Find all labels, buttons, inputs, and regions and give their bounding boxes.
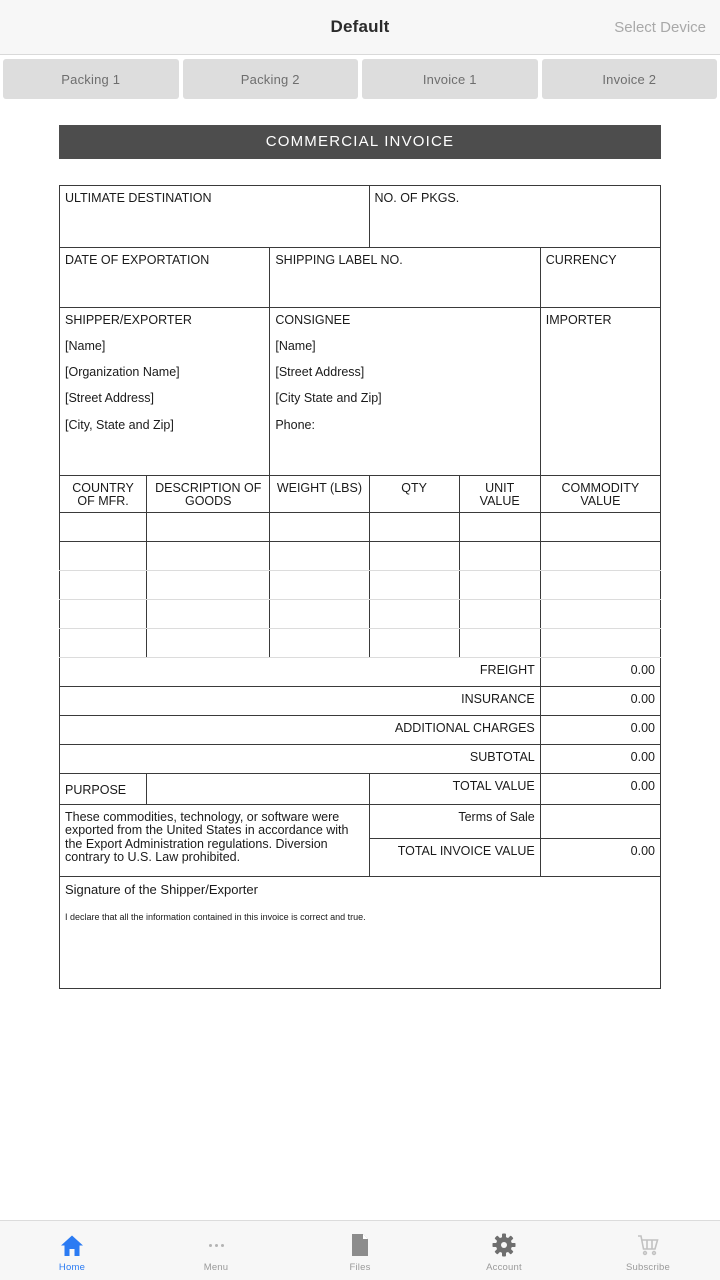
shipper-organization: [Organization Name] (65, 365, 180, 380)
freight-value[interactable]: 0.00 (540, 658, 660, 687)
cell-qty[interactable] (369, 571, 459, 600)
cell-description[interactable] (147, 542, 270, 571)
legal-terms-row (60, 805, 661, 839)
cell-weight[interactable] (270, 542, 369, 571)
importer-block[interactable] (540, 308, 660, 476)
subtotal-row (60, 745, 661, 774)
subtotal-value[interactable]: 0.00 (540, 745, 660, 774)
goods-header-row (60, 476, 661, 513)
cell-commodity-value[interactable] (540, 571, 660, 600)
cell-qty[interactable] (369, 629, 459, 658)
additional-charges-value[interactable]: 0.00 (540, 716, 660, 745)
insurance-label: INSURANCE (60, 687, 541, 716)
cell-commodity-value[interactable] (540, 629, 660, 658)
nav-item-home[interactable] (0, 1221, 144, 1280)
currency-field[interactable]: CURRENCY (540, 248, 660, 308)
additional-charges-label: ADDITIONAL CHARGES (60, 716, 541, 745)
tab-packing-1[interactable]: Packing 1 (3, 59, 179, 99)
cell-country[interactable] (60, 629, 147, 658)
nav-label-account: Account (486, 1262, 522, 1273)
shipper-exporter-block[interactable] (60, 308, 270, 476)
cell-weight[interactable] (270, 571, 369, 600)
parties-row (60, 308, 661, 476)
ultimate-destination-field[interactable]: ULTIMATE DESTINATION (60, 186, 370, 248)
cell-unit-value[interactable] (459, 513, 540, 542)
shipper-city-state-zip: [City, State and Zip] (65, 417, 174, 432)
cell-qty[interactable] (369, 600, 459, 629)
cell-country[interactable] (60, 542, 147, 571)
tab-packing-2[interactable]: Packing 2 (183, 59, 359, 99)
nav-label-subscribe: Subscribe (625, 1262, 671, 1273)
cell-commodity-value[interactable] (540, 600, 660, 629)
terms-of-sale-input[interactable] (540, 805, 660, 839)
cell-description[interactable] (147, 513, 270, 542)
consignee-street: [Street Address] (275, 365, 365, 380)
nav-item-menu[interactable] (144, 1221, 288, 1280)
cell-commodity-value[interactable] (540, 513, 660, 542)
cell-qty[interactable] (369, 542, 459, 571)
cell-unit-value[interactable] (459, 600, 540, 629)
nav-label-files: Files (349, 1262, 371, 1273)
freight-label: FREIGHT (60, 658, 541, 687)
col-commodity-value: COMMODITY VALUE (540, 476, 660, 513)
cell-description[interactable] (147, 600, 270, 629)
nav-item-subscribe[interactable] (576, 1221, 720, 1280)
cell-country[interactable] (60, 600, 147, 629)
cell-weight[interactable] (270, 600, 369, 629)
nav-label-home: Home (58, 1262, 86, 1273)
consignee-name: [Name] (275, 339, 316, 354)
page-title: Default (330, 17, 390, 36)
col-description-of-goods: DESCRIPTION OF GOODS (147, 476, 270, 513)
insurance-row (60, 687, 661, 716)
tab-invoice-1[interactable]: Invoice 1 (362, 59, 538, 99)
cell-country[interactable] (60, 513, 147, 542)
document-scroll-area[interactable] (0, 103, 720, 1220)
total-invoice-value-label: TOTAL INVOICE VALUE (369, 839, 540, 877)
export-compliance-text: These commodities, technology, or software were exported from the United States in accordance with the Export Administration regulations. Diversion contrary to U.S. Law prohibited. (60, 805, 370, 877)
insurance-value[interactable]: 0.00 (540, 687, 660, 716)
top-header (0, 0, 720, 55)
gear-icon (492, 1232, 516, 1258)
table-row[interactable] (60, 600, 661, 629)
consignee-phone: Phone: (275, 417, 315, 432)
shipper-name: [Name] (65, 339, 106, 354)
exportation-row (60, 248, 661, 308)
no-of-pkgs-field[interactable]: NO. OF PKGS. (369, 186, 661, 248)
table-row[interactable] (60, 542, 661, 571)
cell-country[interactable] (60, 571, 147, 600)
consignee-block[interactable] (270, 308, 540, 476)
cell-weight[interactable] (270, 513, 369, 542)
bottom-navigation-bar (0, 1220, 720, 1280)
shipper-street: [Street Address] (65, 391, 154, 406)
nav-item-account[interactable] (432, 1221, 576, 1280)
destination-row (60, 186, 661, 248)
cell-weight[interactable] (270, 629, 369, 658)
cell-description[interactable] (147, 571, 270, 600)
purpose-row (60, 774, 661, 805)
shipper-heading: SHIPPER/EXPORTER (65, 313, 192, 327)
nav-label-menu: Menu (203, 1262, 229, 1273)
purpose-label: PURPOSE (60, 774, 147, 805)
nav-item-files[interactable] (288, 1221, 432, 1280)
shipping-label-no-field[interactable]: SHIPPING LABEL NO. (270, 248, 540, 308)
cell-unit-value[interactable] (459, 542, 540, 571)
document-title: COMMERCIAL INVOICE (59, 125, 661, 159)
terms-of-sale-label: Terms of Sale (369, 805, 540, 839)
signature-block[interactable] (60, 877, 661, 989)
commercial-invoice-document (59, 125, 661, 989)
shopping-cart-icon (636, 1232, 660, 1258)
signature-declaration: I declare that all the information contained in this invoice is correct and true. (65, 911, 366, 922)
cell-unit-value[interactable] (459, 571, 540, 600)
cell-unit-value[interactable] (459, 629, 540, 658)
table-row[interactable] (60, 571, 661, 600)
col-unit-value: UNIT VALUE (459, 476, 540, 513)
table-row[interactable] (60, 513, 661, 542)
additional-charges-row (60, 716, 661, 745)
total-value-label: TOTAL VALUE (369, 774, 540, 805)
col-country-of-mfr: COUNTRY OF MFR. (60, 476, 147, 513)
subtotal-label: SUBTOTAL (60, 745, 541, 774)
total-invoice-value-amount[interactable]: 0.00 (540, 839, 660, 877)
col-weight-lbs: WEIGHT (LBS) (270, 476, 369, 513)
purpose-input[interactable] (147, 774, 369, 805)
table-row[interactable] (60, 629, 661, 658)
template-tab-strip (0, 55, 720, 103)
importer-heading: IMPORTER (545, 313, 612, 327)
consignee-city-state-zip: [City State and Zip] (275, 391, 382, 406)
document-icon (351, 1232, 369, 1258)
home-icon (60, 1232, 84, 1258)
freight-row (60, 658, 661, 687)
signature-row (60, 877, 661, 989)
select-device-button[interactable]: Select Device (614, 18, 706, 36)
tab-invoice-2[interactable]: Invoice 2 (542, 59, 718, 99)
date-of-exportation-field[interactable]: DATE OF EXPORTATION (60, 248, 270, 308)
cell-commodity-value[interactable] (540, 542, 660, 571)
col-qty: QTY (369, 476, 459, 513)
invoice-table (59, 185, 661, 989)
cell-description[interactable] (147, 629, 270, 658)
cell-qty[interactable] (369, 513, 459, 542)
total-value-amount[interactable]: 0.00 (540, 774, 660, 805)
consignee-heading: CONSIGNEE (275, 313, 351, 327)
signature-title: Signature of the Shipper/Exporter (65, 882, 258, 898)
ellipsis-icon (209, 1232, 224, 1258)
